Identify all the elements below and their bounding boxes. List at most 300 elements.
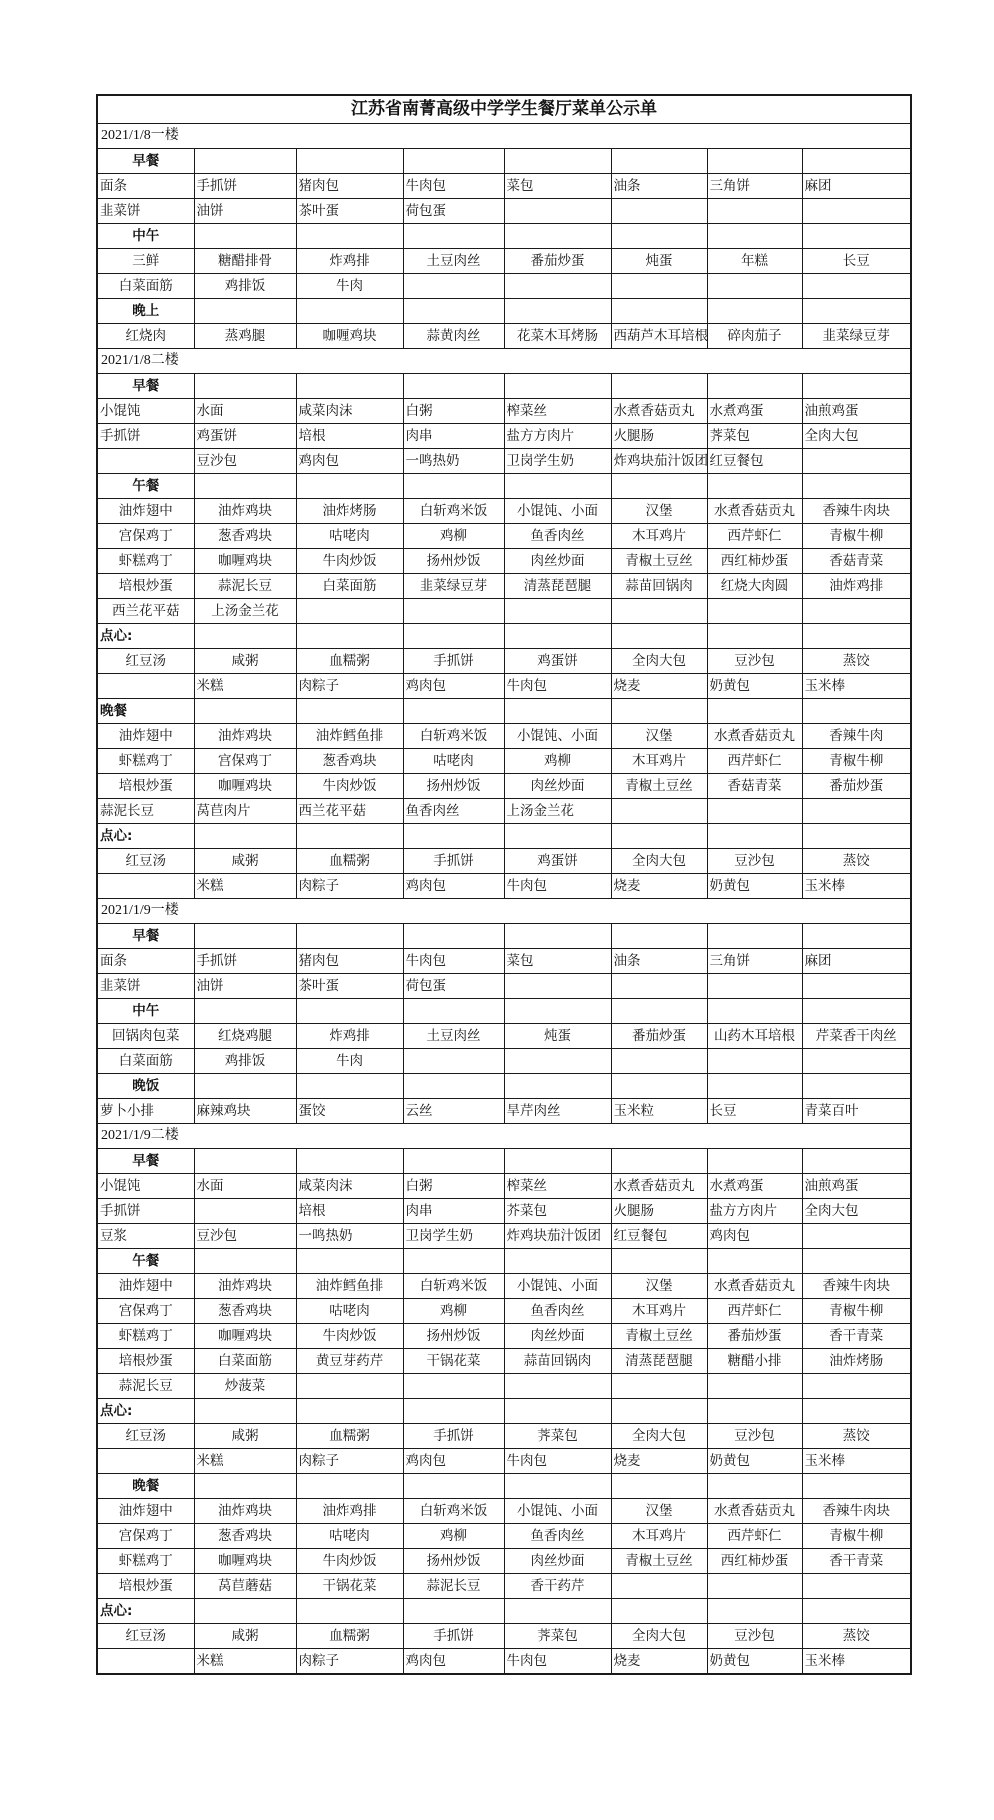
dish-cell: 全肉大包 [802,424,911,449]
empty-cell [194,474,296,499]
empty-cell [504,1249,611,1274]
dish-cell: 鸡肉包 [296,449,403,474]
dish-cell: 青椒牛柳 [802,1524,911,1549]
dish-cell: 花菜木耳烤肠 [504,324,611,349]
empty-cell [707,299,802,324]
dish-row [97,774,911,799]
dish-cell: 米糕 [194,874,296,899]
empty-cell [802,1074,911,1099]
dish-row [97,1049,911,1074]
empty-cell [611,1374,707,1399]
dish-cell: 炖蛋 [504,1024,611,1049]
empty-cell [296,624,403,649]
empty-cell [194,1249,296,1274]
dish-cell: 奶黄包 [707,1449,802,1474]
dish-cell: 虾糕鸡丁 [97,1549,194,1574]
dish-cell: 盐方方肉片 [707,1199,802,1224]
dish-cell: 上汤金兰花 [504,799,611,824]
meal-label: 中午 [97,999,194,1024]
dish-cell: 香干青菜 [802,1324,911,1349]
dish-cell: 玉米棒 [802,1649,911,1675]
dish-cell: 培根炒蛋 [97,574,194,599]
dish-cell: 旱芹肉丝 [504,1099,611,1124]
dish-cell: 全肉大包 [802,1199,911,1224]
dish-row [97,424,911,449]
dish-cell: 青椒牛柳 [802,749,911,774]
dish-cell: 玉米棒 [802,674,911,699]
dish-cell: 番茄炒蛋 [504,249,611,274]
dish-cell: 油炸翅中 [97,1274,194,1299]
dish-cell: 肉粽子 [296,1649,403,1675]
empty-cell [296,224,403,249]
empty-cell [403,1474,504,1499]
dish-cell: 咖喱鸡块 [194,1549,296,1574]
dish-cell: 芹菜香干肉丝 [802,1024,911,1049]
dish-row [97,1549,911,1574]
empty-cell [802,1374,911,1399]
dish-row [97,1449,911,1474]
dish-cell: 芥菜包 [504,1199,611,1224]
dish-cell: 红豆汤 [97,1424,194,1449]
dish-cell: 白菜面筋 [296,574,403,599]
dish-cell: 葱香鸡块 [194,1524,296,1549]
empty-cell [611,1474,707,1499]
dish-cell: 蒸饺 [802,1624,911,1649]
empty-cell [707,1374,802,1399]
empty-cell [802,1049,911,1074]
dish-cell: 西芹虾仁 [707,749,802,774]
dish-cell: 荠菜包 [504,1424,611,1449]
dish-cell: 水煮香菇贡丸 [611,399,707,424]
dish-cell: 蒜泥长豆 [97,1374,194,1399]
empty-cell [802,1599,911,1624]
dish-cell: 白菜面筋 [194,1349,296,1374]
empty-cell [403,599,504,624]
dish-cell: 鸡蛋饼 [504,849,611,874]
dish-cell: 蒜泥长豆 [97,799,194,824]
empty-cell [296,474,403,499]
dish-cell: 咕咾肉 [296,1299,403,1324]
empty-cell [504,474,611,499]
empty-cell [611,474,707,499]
dish-cell: 鸡肉包 [403,674,504,699]
dish-row [97,1099,911,1124]
dish-cell: 米糕 [194,674,296,699]
empty-cell [403,474,504,499]
empty-cell [97,1449,194,1474]
empty-cell [707,824,802,849]
dish-cell: 咸粥 [194,849,296,874]
dish-cell: 干锅花菜 [403,1349,504,1374]
dish-cell: 小馄饨、小面 [504,724,611,749]
dish-row [97,1574,911,1599]
empty-cell [296,374,403,399]
dish-cell: 火腿肠 [611,1199,707,1224]
empty-cell [802,274,911,299]
dish-cell: 白粥 [403,399,504,424]
empty-cell [296,1599,403,1624]
dish-cell: 荷包蛋 [403,974,504,999]
dish-cell: 番茄炒蛋 [802,774,911,799]
dish-cell: 玉米棒 [802,874,911,899]
empty-cell [802,1399,911,1424]
empty-cell [611,624,707,649]
dish-cell: 红豆汤 [97,649,194,674]
dish-cell: 蛋饺 [296,1099,403,1124]
empty-cell [194,824,296,849]
empty-cell [403,824,504,849]
dish-cell: 汉堡 [611,1274,707,1299]
empty-cell [707,274,802,299]
dish-cell: 咖喱鸡块 [296,324,403,349]
empty-cell [97,449,194,474]
dish-cell: 西芹虾仁 [707,524,802,549]
dish-cell: 青椒土豆丝 [611,774,707,799]
dish-cell: 肉串 [403,424,504,449]
empty-cell [296,299,403,324]
dish-cell: 米糕 [194,1649,296,1675]
empty-cell [403,1599,504,1624]
empty-cell [802,974,911,999]
empty-cell [707,924,802,949]
empty-cell [296,1374,403,1399]
empty-cell [504,199,611,224]
empty-cell [802,1574,911,1599]
dish-cell: 汉堡 [611,1499,707,1524]
empty-cell [504,1474,611,1499]
empty-cell [802,1474,911,1499]
dish-cell: 土豆肉丝 [403,1024,504,1049]
dish-cell: 番茄炒蛋 [611,1024,707,1049]
empty-cell [707,999,802,1024]
dish-row [97,974,911,999]
empty-cell [611,149,707,174]
dish-cell: 小馄饨 [97,1174,194,1199]
dish-cell: 奶黄包 [707,874,802,899]
dish-cell: 青椒牛柳 [802,1299,911,1324]
dish-cell: 三鲜 [97,249,194,274]
empty-cell [707,1574,802,1599]
dish-cell: 萝卜小排 [97,1099,194,1124]
dish-cell: 蒜黄肉丝 [403,324,504,349]
meal-label: 点心: [97,824,194,849]
dish-cell: 烧麦 [611,1449,707,1474]
meal-header-row [97,149,911,174]
dish-cell: 手抓饼 [403,649,504,674]
page-title: 江苏省南菁高级中学学生餐厅菜单公示单 [97,95,911,124]
dish-cell: 油饼 [194,974,296,999]
dish-cell: 培根 [296,424,403,449]
dish-cell: 豆沙包 [707,849,802,874]
dish-cell: 手抓饼 [194,174,296,199]
meal-label: 晚餐 [97,699,194,724]
dish-cell: 手抓饼 [403,849,504,874]
empty-cell [504,299,611,324]
dish-cell: 水煮香菇贡丸 [707,499,802,524]
dish-cell: 咸粥 [194,1624,296,1649]
meal-header-row [97,299,911,324]
dish-cell: 卫岗学生奶 [504,449,611,474]
empty-cell [802,1224,911,1249]
dish-cell: 清蒸琵琶腿 [504,574,611,599]
empty-cell [802,999,911,1024]
empty-cell [504,599,611,624]
empty-cell [403,1399,504,1424]
dish-cell: 汉堡 [611,499,707,524]
empty-cell [403,1149,504,1174]
empty-cell [403,224,504,249]
dish-cell: 全肉大包 [611,1624,707,1649]
dish-cell: 西葫芦木耳培根 [611,324,707,349]
empty-cell [611,1574,707,1599]
dish-cell: 油炸鸡排 [802,574,911,599]
dish-cell: 红豆餐包 [707,449,802,474]
dish-cell: 蒸饺 [802,849,911,874]
dish-cell: 培根炒蛋 [97,1574,194,1599]
section-date: 2021/1/9二楼 [97,1124,911,1149]
section-date: 2021/1/8二楼 [97,349,911,374]
dish-cell: 手抓饼 [194,949,296,974]
meal-label: 点心: [97,624,194,649]
empty-cell [707,199,802,224]
dish-row [97,949,911,974]
empty-cell [802,449,911,474]
dish-cell: 红烧大肉圆 [707,574,802,599]
dish-cell: 蒸鸡腿 [194,324,296,349]
dish-cell: 牛肉包 [403,174,504,199]
dish-cell: 咖喱鸡块 [194,1324,296,1349]
dish-cell: 长豆 [707,1099,802,1124]
empty-cell [194,699,296,724]
meal-label: 早餐 [97,374,194,399]
dish-cell: 土豆肉丝 [403,249,504,274]
dish-cell: 肉粽子 [296,674,403,699]
dish-cell: 香干青菜 [802,1549,911,1574]
dish-cell: 韭菜绿豆芽 [403,574,504,599]
section-date-row [97,1124,911,1149]
dish-row [97,1324,911,1349]
meal-header-row [97,699,911,724]
dish-cell: 蒜苗回锅肉 [611,574,707,599]
empty-cell [504,1074,611,1099]
empty-cell [296,149,403,174]
menu-table [96,94,912,1675]
empty-cell [504,224,611,249]
empty-cell [194,1199,296,1224]
empty-cell [296,599,403,624]
dish-cell: 咕咾肉 [403,749,504,774]
meal-header-row [97,1599,911,1624]
empty-cell [296,999,403,1024]
empty-cell [403,1374,504,1399]
dish-cell: 山药木耳培根 [707,1024,802,1049]
dish-cell: 油煎鸡蛋 [802,1174,911,1199]
dish-cell: 血糯粥 [296,849,403,874]
empty-cell [707,1049,802,1074]
dish-cell: 培根炒蛋 [97,1349,194,1374]
empty-cell [504,149,611,174]
dish-cell: 宫保鸡丁 [97,524,194,549]
empty-cell [403,1249,504,1274]
dish-cell: 白菜面筋 [97,1049,194,1074]
empty-cell [802,1249,911,1274]
empty-cell [194,224,296,249]
meal-header-row [97,1249,911,1274]
empty-cell [194,374,296,399]
empty-cell [611,1599,707,1624]
empty-cell [504,624,611,649]
empty-cell [296,924,403,949]
dish-row [97,174,911,199]
empty-cell [403,299,504,324]
empty-cell [707,1599,802,1624]
dish-cell: 咕咾肉 [296,1524,403,1549]
empty-cell [802,149,911,174]
dish-cell: 咸粥 [194,649,296,674]
dish-cell: 鸡柳 [403,1524,504,1549]
dish-row [97,399,911,424]
meal-header-row [97,824,911,849]
empty-cell [611,299,707,324]
dish-cell: 咸菜肉沫 [296,399,403,424]
empty-cell [802,699,911,724]
empty-cell [707,699,802,724]
dish-cell: 面条 [97,174,194,199]
dish-cell: 黄豆芽药芹 [296,1349,403,1374]
dish-cell: 香辣牛肉块 [802,1499,911,1524]
dish-cell: 茶叶蛋 [296,199,403,224]
dish-cell: 鱼香肉丝 [504,524,611,549]
dish-cell: 水煮香菇贡丸 [707,1499,802,1524]
dish-cell: 香辣牛肉块 [802,499,911,524]
empty-cell [802,924,911,949]
dish-cell: 盐方方肉片 [504,424,611,449]
meal-label: 点心: [97,1399,194,1424]
dish-cell: 面条 [97,949,194,974]
dish-row [97,1624,911,1649]
dish-cell: 油炸鸡块 [194,1274,296,1299]
empty-cell [194,1399,296,1424]
meal-header-row [97,999,911,1024]
meal-header-row [97,1399,911,1424]
dish-cell: 烧麦 [611,1649,707,1675]
dish-cell: 牛肉包 [504,874,611,899]
dish-cell: 豆浆 [97,1224,194,1249]
dish-cell: 莴苣蘑菇 [194,1574,296,1599]
dish-cell: 炸鸡块茄汁饭团 [504,1224,611,1249]
dish-cell: 鸡肉包 [403,1449,504,1474]
dish-cell: 扬州炒饭 [403,1324,504,1349]
dish-cell: 西芹虾仁 [707,1299,802,1324]
dish-cell: 麻团 [802,174,911,199]
section-date-row [97,124,911,149]
dish-row [97,249,911,274]
dish-cell: 回锅肉包菜 [97,1024,194,1049]
dish-cell: 豆沙包 [707,1424,802,1449]
dish-cell: 油炸鸡块 [194,1499,296,1524]
empty-cell [802,624,911,649]
dish-cell: 榨菜丝 [504,1174,611,1199]
dish-cell: 鸡肉包 [403,1649,504,1675]
empty-cell [403,924,504,949]
dish-cell: 玉米粒 [611,1099,707,1124]
meal-header-row [97,624,911,649]
dish-cell: 木耳鸡片 [611,1524,707,1549]
dish-row [97,849,911,874]
meal-label: 早餐 [97,924,194,949]
dish-cell: 榨菜丝 [504,399,611,424]
empty-cell [194,1149,296,1174]
dish-cell: 鸡柳 [403,524,504,549]
dish-cell: 白粥 [403,1174,504,1199]
dish-cell: 牛肉包 [504,674,611,699]
dish-cell: 牛肉炒饭 [296,1549,403,1574]
dish-cell: 一鸣热奶 [296,1224,403,1249]
dish-row [97,799,911,824]
dish-row [97,1024,911,1049]
dish-cell: 牛肉包 [504,1449,611,1474]
empty-cell [707,224,802,249]
dish-cell: 西兰花平菇 [97,599,194,624]
dish-cell: 油炸鳕鱼排 [296,1274,403,1299]
dish-cell: 猪肉包 [296,174,403,199]
dish-row [97,724,911,749]
dish-cell: 全肉大包 [611,849,707,874]
dish-cell: 香干药芹 [504,1574,611,1599]
dish-cell: 葱香鸡块 [194,1299,296,1324]
empty-cell [403,274,504,299]
dish-cell: 咸粥 [194,1424,296,1449]
dish-cell: 油条 [611,949,707,974]
empty-cell [802,299,911,324]
dish-cell: 血糯粥 [296,649,403,674]
dish-cell: 青椒土豆丝 [611,1549,707,1574]
dish-row [97,874,911,899]
dish-cell: 木耳鸡片 [611,749,707,774]
meal-label: 早餐 [97,149,194,174]
dish-cell: 牛肉 [296,1049,403,1074]
empty-cell [707,1249,802,1274]
dish-cell: 鸡排饭 [194,274,296,299]
meal-label: 晚餐 [97,1474,194,1499]
dish-cell: 小馄饨、小面 [504,499,611,524]
empty-cell [194,624,296,649]
dish-cell: 虾糕鸡丁 [97,749,194,774]
empty-cell [504,374,611,399]
empty-cell [97,874,194,899]
dish-cell: 清蒸琵琶腿 [611,1349,707,1374]
empty-cell [504,974,611,999]
empty-cell [611,1149,707,1174]
dish-cell: 蒸饺 [802,1424,911,1449]
dish-cell: 炖蛋 [611,249,707,274]
empty-cell [296,1399,403,1424]
dish-cell: 油炸烤肠 [802,1349,911,1374]
empty-cell [403,149,504,174]
menu-sheet [96,94,910,1675]
empty-cell [707,1399,802,1424]
dish-cell: 肉丝炒面 [504,1324,611,1349]
dish-cell: 油炸鸡排 [296,1499,403,1524]
dish-cell: 白斩鸡米饭 [403,1274,504,1299]
empty-cell [707,974,802,999]
dish-cell: 三角饼 [707,949,802,974]
dish-cell: 香辣牛肉块 [802,1274,911,1299]
empty-cell [611,799,707,824]
empty-cell [194,299,296,324]
empty-cell [97,1649,194,1675]
dish-cell: 玉米棒 [802,1449,911,1474]
